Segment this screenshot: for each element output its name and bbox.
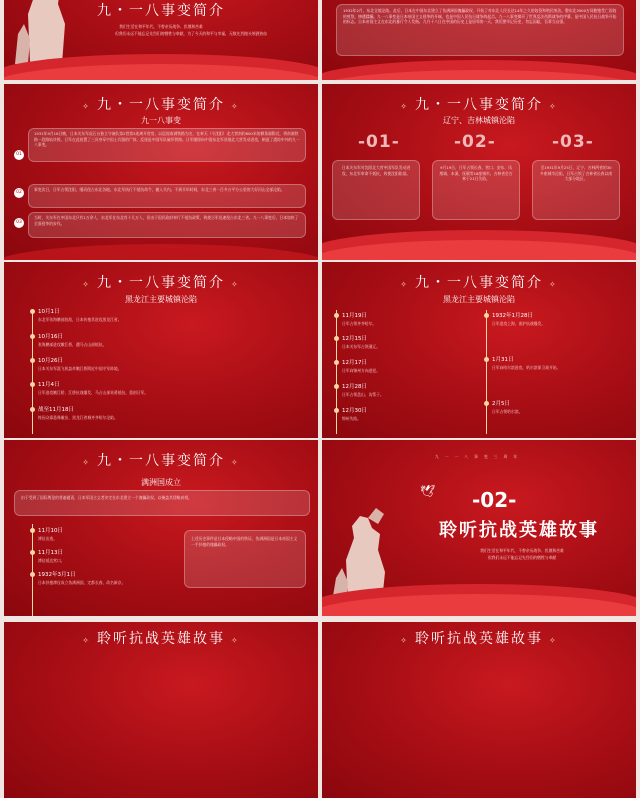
slide-2[interactable] — [322, 0, 636, 80]
slide-10[interactable] — [322, 622, 636, 798]
slide-subtitle: 满洲国成立 — [141, 478, 181, 487]
timeline-dot — [484, 357, 489, 362]
step-card-2 — [432, 160, 520, 220]
title-deco-left: ✧ — [82, 636, 91, 645]
slide-title — [322, 94, 636, 114]
step-number-2: -02- — [454, 132, 496, 152]
timeline-line — [32, 310, 33, 434]
item-text-2: 事变次日，日军占领沈阳，继而侵占东北各地。东北军执行不抵抗命令，撤入关内。不到半年时间，东北三省一百多万平方公里的大好河山全部沦陷。 — [34, 187, 285, 192]
timeline-text: 日本关东军占领通辽。 — [342, 344, 380, 349]
title-deco-right: ✧ — [231, 636, 240, 645]
timeline-date: 1932年1月28日 — [492, 313, 533, 319]
note-panel — [184, 530, 306, 588]
slide-subtitle: 九一八事变 — [141, 116, 181, 125]
timeline-text: 日军进攻嫩江桥，江桥抗战爆发，马占山部英勇抵抗，重创日军。 — [38, 390, 149, 395]
timeline-dot — [334, 313, 339, 318]
slide-title — [4, 272, 318, 292]
slide-6[interactable] — [322, 262, 636, 438]
timeline-dot — [30, 528, 35, 533]
item-panel-3 — [28, 212, 306, 238]
timeline-text: 终因众寡悬殊撤出，黑龙江省城齐齐哈尔沦陷。 — [38, 415, 118, 420]
timeline-text: 日本扶植溥仪成立伪满洲国，定都长春，改名新京。 — [38, 580, 126, 585]
slide-subtitle: 黑龙江主要城镇沦陷 — [443, 295, 515, 304]
text-panel — [336, 4, 624, 56]
intro-panel — [14, 490, 310, 516]
title-deco-left: ✧ — [82, 102, 91, 111]
slide-title — [4, 628, 318, 648]
slide-8[interactable] — [322, 440, 636, 616]
timeline-dot — [334, 384, 339, 389]
step-card-text-2: 9月19日，日军占领长春、营口、安东、凤凰城、本溪、抚顺等18座城市。吉林省会吉林于21日失陷。 — [439, 165, 513, 181]
section-number: -02- — [472, 488, 517, 512]
timeline-date: 11月10日 — [38, 528, 63, 534]
title-deco-right: ✧ — [231, 458, 240, 467]
slide-intro-line-2: 但我们永远不能忘记先烈们的牺牲与奉献，为了今天的和平与幸福，无数先烈抛头颅洒热血 — [115, 31, 267, 36]
statue-illustration — [330, 492, 400, 602]
timeline-text: 日军进攻上海，淞沪抗战爆发。 — [492, 321, 546, 326]
timeline-dot — [334, 408, 339, 413]
timeline-date: 10月1日 — [38, 309, 60, 315]
timeline-text: 日军向锦州方向进犯。 — [342, 368, 380, 373]
title-deco-left: ✧ — [400, 280, 409, 289]
timeline-text: 溥仪出逃。 — [38, 536, 57, 541]
timeline-text: 日军占领齐齐哈尔。 — [342, 321, 377, 326]
timeline-text: 张海鹏部进攻嫩江桥，遭马占山部抵抗。 — [38, 342, 107, 347]
title-text: 聆听抗战英雄故事 — [97, 631, 225, 647]
timeline-text: 溥仪抵达营口。 — [38, 558, 65, 563]
item-panel-1 — [28, 128, 306, 162]
title-deco-right: ✧ — [231, 102, 240, 111]
step-number-3: -03- — [552, 132, 594, 152]
timeline-date: 12月30日 — [342, 408, 367, 414]
slide-title — [322, 628, 636, 648]
slide-7[interactable] — [4, 440, 318, 616]
title-deco-left: ✧ — [82, 458, 91, 467]
title-deco-left: ✧ — [400, 636, 409, 645]
timeline-text: 锦州失陷。 — [342, 416, 361, 421]
timeline-text: 东北军张海鹏部投敌，日本扶植其进攻黑龙江省。 — [38, 317, 122, 322]
title-deco-left: ✧ — [400, 102, 409, 111]
slide-title — [322, 272, 636, 292]
item-text-1: 1931年9月18日晚，日本关东军虎石台独立守备队第2营第3连离开营房，以巡视南满铁路为名，在奉天（今沈阳）北大营南约800米的柳条湖附近，将南满铁路一段路轨炸毁。日军在此放置了三具身穿中国士兵服的尸体，反诬是中国军队破坏铁路。日军随即向中国东北军驻地北大营发动进攻，制造了震惊中外的九一八事变。 — [34, 131, 300, 147]
timeline-line — [32, 524, 33, 616]
note-text: 上述历史事件是日本侵略中国的铁证，伪满洲国是日本帝国主义一手扶植的傀儡政权。 — [191, 536, 298, 547]
step-card-text-1: 日本关东军对沈阳北大营中国军队发动进攻，东北军奉命不抵抗，致使沈阳陷落。 — [341, 165, 411, 176]
title-deco-right: ✧ — [549, 280, 558, 289]
timeline-date: 1932年3月1日 — [38, 572, 76, 578]
title-text: 九・一八事变简介 — [415, 275, 543, 291]
slide-4[interactable] — [322, 84, 636, 260]
step-card-text-3: 至1931年9月25日，辽宁、吉林两省的30多座城市沦陷，日军占领了吉林省长春以南大部分地区。 — [539, 165, 613, 181]
item-number-2: 02 — [14, 188, 24, 198]
timeline-date: 10月26日 — [38, 358, 63, 364]
step-number-1: -01- — [358, 132, 400, 152]
title-deco-left: ✧ — [82, 280, 91, 289]
title-text: 聆听抗战英雄故事 — [415, 631, 543, 647]
title-text: 九・一八事变简介 — [97, 453, 225, 469]
timeline-dot — [30, 309, 35, 314]
timeline-date: 1月31日 — [492, 357, 514, 363]
timeline-dot — [334, 336, 339, 341]
title-deco-right: ✧ — [549, 636, 558, 645]
slide-3[interactable] — [4, 84, 318, 260]
slide-subtitle: 黑龙江主要城镇沦陷 — [125, 295, 197, 304]
step-card-3 — [532, 160, 620, 220]
timeline-text: 日军占领哈尔滨。 — [492, 409, 523, 414]
timeline-dot — [484, 313, 489, 318]
timeline-date: 11月4日 — [38, 382, 60, 388]
timeline-date: 11月13日 — [38, 550, 63, 556]
timeline-date: 战至11月18日 — [38, 407, 74, 413]
timeline-text: 日军占领盘山、沟帮子。 — [342, 392, 384, 397]
timeline-dot — [30, 382, 35, 387]
timeline-line-right — [486, 310, 487, 434]
title-deco-right: ✧ — [549, 102, 558, 111]
timeline-date: 11月19日 — [342, 313, 367, 319]
slide-intro-line-1: 我们生活在和平年代，不曾亲历战争、饥饿和苦难 — [119, 24, 203, 29]
slide-title: 九・一八事变简介 — [97, 3, 225, 19]
dove-icon: 🕊 — [420, 484, 436, 498]
timeline-dot — [30, 334, 35, 339]
timeline-text: 日本关东军派飞机轰炸嫩江桥附近中国守军阵地。 — [38, 366, 122, 371]
red-wave — [4, 244, 318, 260]
intro-text: 由于受到了国际舆论的普遍谴责，日本军国主义者决定在东北建立一个傀儡政权，以掩盖其侵略真相。 — [21, 495, 192, 500]
item-number-3: 03 — [14, 218, 24, 228]
timeline-dot — [30, 572, 35, 577]
item-panel-2 — [28, 184, 306, 208]
title-deco-right: ✧ — [231, 280, 240, 289]
top-deco-text: 九一一八事变三周年 — [434, 454, 524, 459]
timeline-date: 2月5日 — [492, 401, 510, 407]
item-text-3: 当时，关东军在中国东北只有1万余人，东北军在东北有十几万人，但由于国民政府奉行不抵抗政策，致使日军迅速侵占东北三省。九一八事变后，日本加快了全面侵华的步伐。 — [34, 215, 299, 226]
timeline-dot — [30, 550, 35, 555]
timeline-dot — [484, 401, 489, 406]
slide-9[interactable] — [4, 622, 318, 798]
slide-subtitle: 辽宁、吉林城镇沦陷 — [443, 116, 515, 125]
section-line-1: 我们生活在和平年代，不曾亲历战争、饥饿和苦难 — [480, 548, 564, 553]
timeline-text: 日军向哈尔滨进攻，哈尔滨保卫战开始。 — [492, 365, 561, 370]
timeline-date: 10月16日 — [38, 334, 63, 340]
timeline-date: 12月17日 — [342, 360, 367, 366]
timeline-dot — [334, 360, 339, 365]
title-text: 九・一八事变简介 — [415, 97, 543, 113]
item-number-1: 01 — [14, 150, 24, 160]
slide-5[interactable] — [4, 262, 318, 438]
step-card-1 — [332, 160, 420, 220]
title-text: 九・一八事变简介 — [97, 97, 225, 113]
section-title: 聆听抗战英雄故事 — [439, 520, 599, 541]
title-text: 九・一八事变简介 — [97, 275, 225, 291]
timeline-line-left — [336, 310, 337, 434]
slide-title — [4, 94, 318, 114]
slide-title — [4, 450, 318, 470]
section-line-2: 但我们永远不能忘记先烈们的牺牲与奉献 — [487, 555, 557, 560]
timeline-date: 12月28日 — [342, 384, 367, 390]
timeline-dot — [30, 407, 35, 412]
slide-1[interactable] — [4, 0, 318, 80]
timeline-date: 12月15日 — [342, 336, 367, 342]
panel-text: 1932年2月，东北全境沦陷。此后，日本在中国东北建立了伪满洲国傀儡政权，开始了对东北人民长达14年之久的奴役和殖民统治。整东北3000万同胞饱受亡国奴的煎熬，惨遭蹂躏。九一八事变是日本帝国主义侵华的开端，也是中国人民抗日战争的起点。九一八事变揭开了世界反法西斯战争的序幕，是中国人民抗日战争开始的标志。日本帝国主义在东北的暴行令人发指。九月十八日在中国的历史上是屈辱的一天，我们要牢记历史，勿忘国耻，吾辈当自强。 — [343, 8, 617, 24]
timeline-dot — [30, 358, 35, 363]
